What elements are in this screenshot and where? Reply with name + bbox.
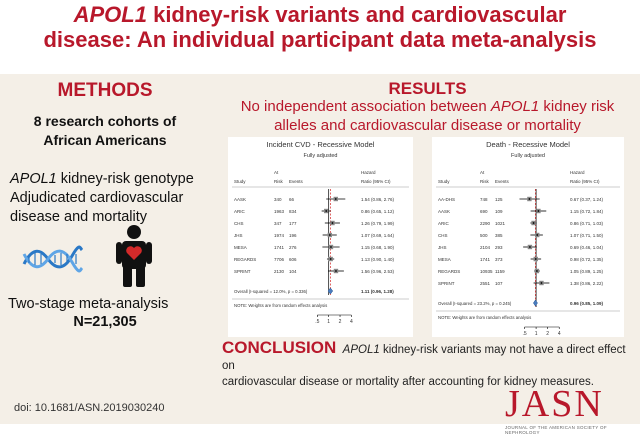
hr-label: 1.38 (0.86, 2.22) [570,281,604,286]
risk-value: 10935 [480,269,493,274]
risk-value: 2290 [480,221,491,226]
study-label: REGARDS [438,269,461,274]
forest-plot-death [432,137,624,337]
x-tick-label: 1 [534,331,538,337]
risk-value: 2551 [480,281,491,286]
title-italic: APOL1 [73,2,147,27]
risk-value: 2130 [274,269,285,274]
results-italic: APOL1 [490,98,540,115]
events-value: 125 [495,197,503,202]
forest-subtitle: Fully adjusted [511,153,545,159]
point-dot [529,198,531,200]
hr-label: 1.05 (0.89, 1.25) [570,269,604,274]
hr-label: 0.67 (0.37, 1.24) [570,197,604,202]
x-tick-label: 4 [349,319,353,325]
point-dot [541,282,543,284]
forest-subtitle: Fully adjusted [303,153,338,159]
risk-value: 340 [274,197,282,202]
weights-note: NOTE: Weights are from random effects analysis [234,303,328,308]
overall-hr-label: 0.96 (0.85, 1.09) [570,301,604,306]
study-label: CHS [438,233,448,238]
conclusion-italic: APOL1 [342,344,380,356]
point-dot [536,270,538,272]
col-risk: Risk [274,179,283,184]
cohorts-text [0,112,210,150]
col-risk: Risk [480,179,489,184]
overall-label: Overall (I-squared = 12.0%, p = 0.336) [234,289,308,294]
events-value: 834 [289,209,297,214]
page-title [0,2,640,52]
point-dot [325,210,327,212]
events-value: 196 [289,233,297,238]
title-line1-text: kidney-risk variants and cardiovascular [146,2,567,27]
events-value: 385 [495,233,503,238]
doi-text: doi: 10.1681/ASN.2019030240 [14,402,165,414]
hr-label: 1.56 (0.96, 2.53) [361,269,395,274]
x-tick-label: 1 [327,319,331,325]
point-dot [330,258,332,260]
results-heading: RESULTS [388,79,467,98]
risk-value: 690 [480,209,488,214]
methods-panel [0,74,210,364]
events-value: 606 [289,257,297,262]
x-tick-label: 2 [546,331,550,337]
forest-plot-death-svg [432,137,624,337]
cohorts-line-2: African Americans [43,132,167,148]
col-ratio: Ratio (95% CI) [361,179,391,184]
hr-label: 1.54 (0.86, 2.76) [361,197,395,202]
events-value: 104 [289,269,297,274]
point-dot [335,198,337,200]
col-events: Events [495,179,509,184]
study-label: AASK [438,209,451,214]
hr-label: 1.13 (0.90, 1.40) [361,257,395,262]
hr-label: 0.86 (0.71, 1.03) [570,221,604,226]
events-value: 177 [289,221,297,226]
title-line-2: disease: An individual participant data meta-analysis [43,27,597,52]
analysis-text: Two-stage meta-analysis [8,296,169,312]
study-label: SPRINT [234,269,251,274]
point-dot [335,270,337,272]
col-hazard: Hazard [570,170,585,175]
adjudicated-line-2: disease and mortality [10,209,148,225]
study-label: JHS [234,233,243,238]
events-value: 276 [289,245,297,250]
x-tick-label: 2 [338,319,342,325]
forest-plot-cvd-svg [228,137,413,337]
sample-size: N=21,305 [73,314,137,330]
point-dot [538,210,540,212]
forest-plot-cvd [228,137,413,337]
point-dot [536,234,538,236]
study-label: AASK [234,197,247,202]
study-label: REGARDS [234,257,257,262]
conclusion-line1: kidney-risk variants may not have a direct effect on [222,344,626,372]
person-heart-icon [114,224,154,288]
conclusion-heading: CONCLUSION [222,338,337,357]
risk-value: 347 [274,221,282,226]
conclusion-line2: cardiovascular disease or mortality after accounting for kidney measures. [222,376,595,388]
methods-heading: METHODS [57,80,153,101]
results-pre: No independent association between [240,98,491,115]
results-summary [215,97,640,135]
journal-full-name: JOURNAL OF THE AMERICAN SOCIETY OF NEPHROLOGY [505,425,607,435]
hr-label: 1.07 (0.69, 1.64) [361,233,395,238]
cohorts-line-1: 8 research cohorts of [33,113,177,129]
point-dot [329,234,331,236]
overall-label: Overall (I-squared = 23.2%, p = 0.245) [438,301,512,306]
point-dot [533,222,535,224]
overall-hr-label: 1.11 (0.96, 1.28) [361,289,394,294]
events-value: 107 [495,281,503,286]
x-tick-label: .5 [522,331,527,337]
events-value: 109 [495,209,503,214]
dna-helix-icon [22,244,84,274]
results-summary-line-1 [215,97,640,116]
study-label: ARIC [234,209,245,214]
point-dot [535,258,537,260]
hr-label: 1.15 (0.72, 1.84) [570,209,604,214]
weights-note: NOTE: Weights are from random effects analysis [438,315,532,320]
hr-label: 0.98 (0.72, 1.35) [570,257,604,262]
hr-label: 0.69 (0.46, 1.04) [570,245,604,250]
journal-logo: JASN [505,383,604,425]
results-summary-line-2: alleles and cardiovascular disease or mortality [274,117,581,134]
title-line-1 [0,2,640,27]
events-value: 293 [495,245,503,250]
risk-value: 1974 [274,233,285,238]
col-ratio: Ratio (95% CI) [570,179,600,184]
risk-value: 7706 [274,257,285,262]
results-post: kidney risk [539,98,615,115]
events-value: 1021 [495,221,506,226]
hr-label: 0.86 (0.65, 1.12) [361,209,395,214]
study-label: CHS [234,221,244,226]
risk-value: 1963 [274,209,285,214]
study-label: JHS [438,245,447,250]
overall-diamond [533,300,537,306]
risk-value: 500 [480,233,488,238]
risk-value: 1741 [480,257,491,262]
genotype-rest: kidney-risk genotype [56,171,194,187]
hr-label: 1.26 (0.79, 1.99) [361,221,395,226]
point-dot [332,222,334,224]
study-label: ARIC [438,221,449,226]
study-label: SPRINT [438,281,455,286]
adjudicated-line-1: Adjudicated cardiovascular [10,190,184,206]
hr-label: 1.15 (0.68, 1.90) [361,245,395,250]
x-tick-label: 4 [557,331,561,337]
exposure-outcome-text [10,170,194,227]
genotype-line [10,170,194,189]
col-events: Events [289,179,303,184]
col-study: Study [438,179,450,184]
point-dot [330,246,332,248]
study-label: MESA [438,257,451,262]
point-dot [529,246,531,248]
col-at: At [274,170,279,175]
risk-value: 1741 [274,245,285,250]
genotype-italic: APOL1 [10,171,57,187]
hr-label: 1.07 (0.71, 1.50) [570,233,604,238]
events-value: 373 [495,257,503,262]
x-tick-label: .5 [315,319,320,325]
risk-value: 748 [480,197,488,202]
col-at: At [480,170,485,175]
risk-value: 2104 [480,245,491,250]
events-value: 66 [289,197,295,202]
forest-title: Incident CVD - Recessive Model [266,140,375,149]
study-label: AA-DHS [438,197,456,202]
col-hazard: Hazard [361,170,376,175]
events-value: 1159 [495,269,505,274]
col-study: Study [234,179,246,184]
forest-title: Death - Recessive Model [486,140,570,149]
study-label: MESA [234,245,247,250]
